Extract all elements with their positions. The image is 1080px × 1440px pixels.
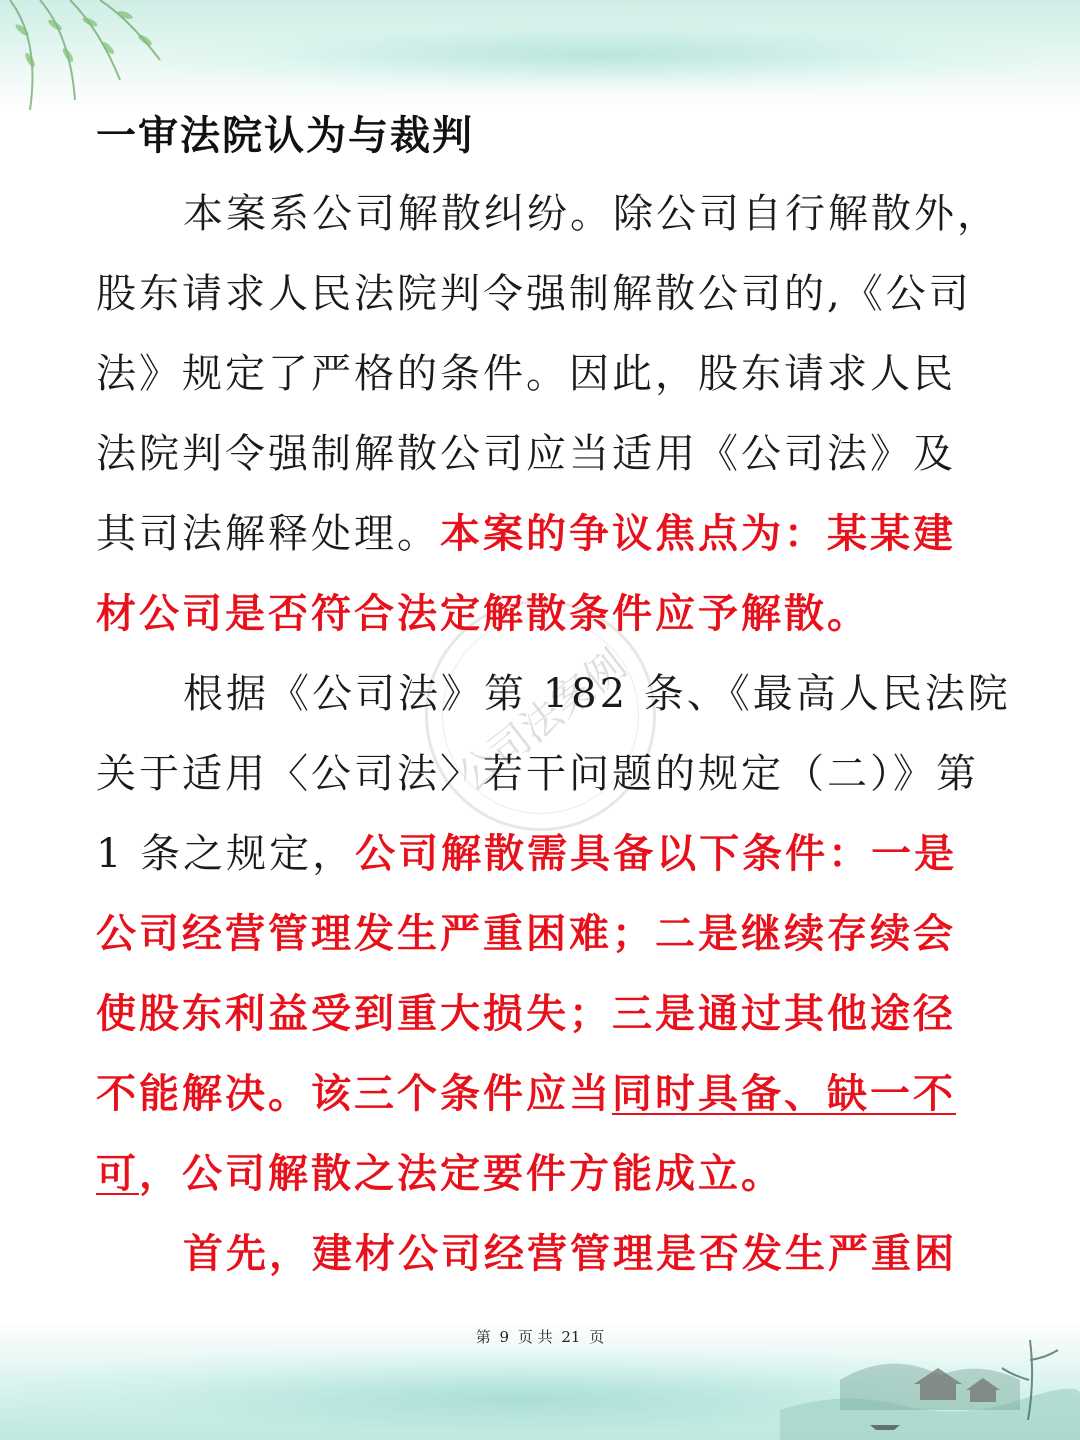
paragraph-line: 本案系公司解散纠纷。除公司自行解散外， [183,191,1000,237]
paragraph-line: 根据《公司法》第 182 条、《最高人民法院 [183,671,1011,717]
emphasis-line [96,1142,784,1206]
paragraph-line [96,502,956,566]
total-pages: 21 [561,1328,581,1346]
emphasis-line: 使股东利益受到重大损失；三是通过其他途径 [96,990,956,1037]
paragraph-line: 股东请求人民法院判令强制解散公司的,《公司 [96,271,972,317]
paragraph-line: 法院判令强制解散公司应当适用《公司法》及 [96,431,956,477]
underlined-emphasis-text: 同时具备、缺一不 [612,1070,956,1117]
footer-suffix: 页 [589,1328,605,1346]
emphasis-line: 公司经营管理发生严重困难；二是继续存续会 [96,910,956,957]
section-heading: 一审法院认为与裁判 [96,112,474,159]
emphasis-line: 首先，建材公司经营管理是否发生严重困 [183,1230,957,1277]
page-footer [0,1326,1080,1347]
willow-branch-icon [0,0,200,110]
page-number: 9 [499,1328,510,1346]
paragraph-line: 法》规定了严格的条件。因此，股东请求人民 [96,351,956,397]
paragraph-text: 1 条之规定， [96,831,356,877]
paragraph-text: 其司法解释处理。 [96,511,440,557]
footer-middle: 页 共 [517,1328,553,1346]
emphasis-text: 公司解散需具备以下条件：一是 [355,830,958,877]
emphasis-line: 材公司是否符合法定解散条件应予解散。 [96,590,870,637]
top-decorative-banner [0,0,1080,110]
underlined-emphasis-text: 可 [96,1150,139,1197]
emphasis-line [96,1062,956,1126]
footer-prefix: 第 [475,1328,491,1346]
paragraph-line [96,822,957,886]
emphasis-text: 不能解决。该三个条件应当 [96,1070,612,1117]
emphasis-text: ，公司解散之法定要件方能成立。 [139,1150,784,1197]
watermark-text: 公司法案例 [449,641,636,801]
paragraph-line: 关于适用〈公司法〉若干问题的规定（二）》第 [96,751,979,797]
emphasis-text: 本案的争议焦点为：某某建 [440,510,956,557]
